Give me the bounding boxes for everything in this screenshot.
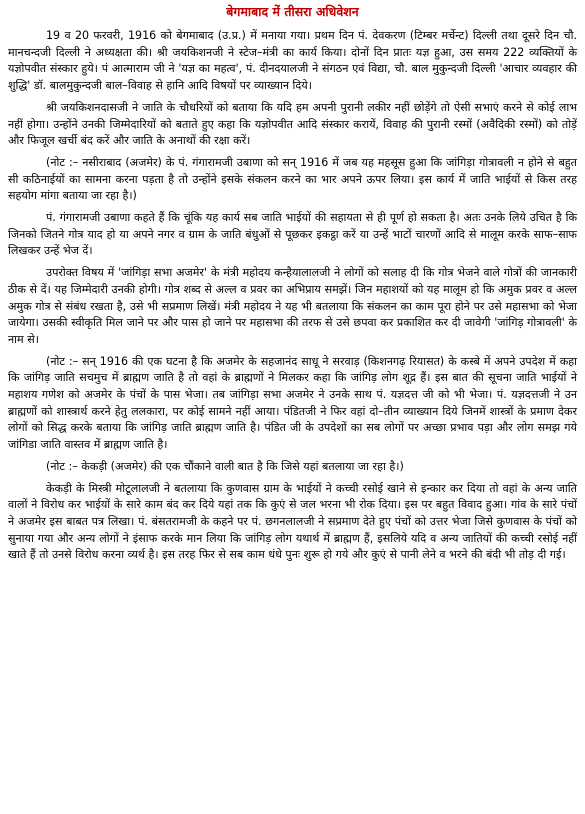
- paragraph-note-gotravali: (नोट :– नसीराबाद (अजमेर) के पं. गंगारामजी उबाणा को सन् 1916 में जब यह महसूस हुआ कि जांगिड़ा गोत्रावली न होने से बहुत सी कठिनाईयों का सामना करना पड़ता है तो उन्होंने इसके संकलन करने का भार अपने ऊपर लिया। इस कार्य में जाति भाईयों से किस तरह सहयोग मांगा बताया जा रहा है।): [8, 155, 577, 203]
- document-title: बेगमाबाद में तीसरा अधिवेशन: [226, 4, 359, 19]
- paragraph-note-kekri: (नोट :– केकड़ी (अजमेर) की एक चौंकाने वाली बात है कि जिसे यहां बतलाया जा रहा है।): [46, 459, 404, 473]
- paragraph-kunwas-dispute: केकड़ी के मिस्त्री मोटूलालजी ने बतलाया कि कुणवास ग्राम के भाईयों ने कच्ची रसोई खाने से इन्कार कर दिया तो वहां के अन्य जाति वालों ने विरोध कर भाईयों के सारे काम बंद कर दिये यहां तक कि कुएं से जल भरना भी रोक दिया। इस पर बहुत विवाद हुआ। गांव के सारे पंचों ने अजमेर इस बाबत पत्र लिखा। पं. बंसतरामजी के कहने पर पं. छगनलालजी ने सप्रमाण देते हुए पंचों को उत्तर भेजा जिसे कुणवास के पंचों को सुनाया गया और अन्य लोगों ने इंसाफ करके मान लिया कि जांगिड़ लोग यथार्थ में ब्राह्मण हैं, इसलिये यदि व अन्य जातियों की कच्ची रसोई नहीं खाते हैं तो उनसे विरोध करना व्यर्थ है। इस तरह फिर से सब काम धंधे पुनः शुरू हो गये और कुएं से पानी लेने व भरने की बंदी भी तोड़ दी गई।: [8, 481, 577, 562]
- paragraph-gangaram-appeal: पं. गंगारामजी उबाणा कहते हैं कि चूंकि यह कार्य सब जाति भाईयों की सहायता से ही पूर्ण हो सकता है। अतः उनके लिये उचित है कि जिनको जितने गोत्र याद हो या अपने नगर व ग्राम के जाति बंधुओं से पूछकर इकट्ठा करें या उन्हें भाटों चारणों आदि से मालूम करके साफ–साफ लिखकर उन्हें भेज दें।: [8, 211, 577, 258]
- paragraph-note-sarwad-incident: (नोट :– सन् 1916 की एक घटना है कि अजमेर के सहजानंद साधू ने सरवाड़ (किशनगढ़ रियासत) के कस्बे में अपने उपदेश में कहा कि जांगिड़ जाति सचमुच में ब्राह्मण जाति है तो वहां के ब्राह्मणों ने मिलकर कहा कि जांगिड़ लोग शूद्र हैं। इस बात की सूचना जाति भाईयों ने महाशय गणेश को अजमेर के पंचों के पास भेजा। तब जांगिड़ा सभा अजमेर ने उनके साथ पं. यज्ञदत्त जी को भी भेजा। पं. यज्ञदत्तजी ने उन ब्राह्मणों को शास्त्रार्थ करने हेतु ललकारा, पर कोई सामने नहीं आया। पंडितजी ने फिर वहां दो–तीन व्याख्यान दिये जिनमें शास्त्रों के प्रमाण देकर लोगों को सिद्ध करके बताया कि जांगिड़ जाति ब्राह्मण जाति है। पंडित जी के उपदेशों का सब लोगों पर अच्छा प्रभाव पड़ा और लोग समझ गये जांगिडा जाति वास्तव में ब्राह्मण जाति है।: [8, 354, 577, 452]
- paragraph-session-details: 19 व 20 फरवरी, 1916 को बेगमाबाद (उ.प्र.) में मनाया गया। प्रथम दिन पं. देवकरण (टिम्बर मर्चेन्ट) दिल्ली तथा दूसरे दिन चौ. मानचन्दजी दिल्ली ने अध्यक्षता की। श्री जयकिशनजी ने स्टेज–मंत्री का कार्य किया। दोनों दिन प्रातः यज्ञ हुआ, उस समय 222 व्यक्तियों के यज्ञोपवीत संस्कार हुये। पं आत्माराम जी ने 'यज्ञ का महत्व', पं. दीनदयालजी ने संगठन एवं विद्या, चौ. बाल मुकुन्दजी दिल्ली 'आचार व्यवहार की शुद्धि' डॉ. बालमुकुन्दजी बाल–विवाह से हानि आदि विषयों पर व्याख्यान दिये।: [8, 29, 577, 93]
- paragraph-jaikishandas-address: श्री जयकिशनदासजी ने जाति के चौधरियों को बताया कि यदि हम अपनी पुरानी लकीर नहीं छोड़ेंगे तो ऐसी सभाएं करने से कोई लाभ नहीं होगा। उन्होंने उनकी जिम्मेदारियों को बताते हुए कहा कि यज्ञोपवीत आदि संस्कार करायें, विवाह की पुरानी रस्मों (अवैदिकी रस्मों) को तोड़ें और फिजूल खर्ची बंद करें और जाति के अनाथों की रक्षा करें।: [8, 100, 577, 148]
- paragraph-ajmer-sabha-advice: उपरोक्त विषय में 'जांगिड़ा सभा अजमेर' के मंत्री महोदय कन्हैयालालजी ने लोगों को सलाह दी कि गोत्र भेजने वाले गोत्रों की जानकारी ठीक से दें। यह जिम्मेदारी उनकी होगी। गोत्र शब्द से अल्ल व प्रवर का अभिप्राय समझें। जिन महाशयों को यह मालूम हो कि अमुक प्रवर व अल्ल अमुक गोत्र से संबंध रखता है, उसे भी सप्रमाण लिखें। मंत्री महोदय ने यह भी बतलाया कि संकलन का काम पूरा होने पर उसे महासभा को भेजा जायेगा। उसकी स्वीकृति मिल जाने पर और पास हो जाने पर महासभा की तरफ से उसे छपवा कर प्रकाशित कर दी जावेगी 'जांगिड़ गोत्रावली' के नाम से।: [8, 266, 577, 346]
